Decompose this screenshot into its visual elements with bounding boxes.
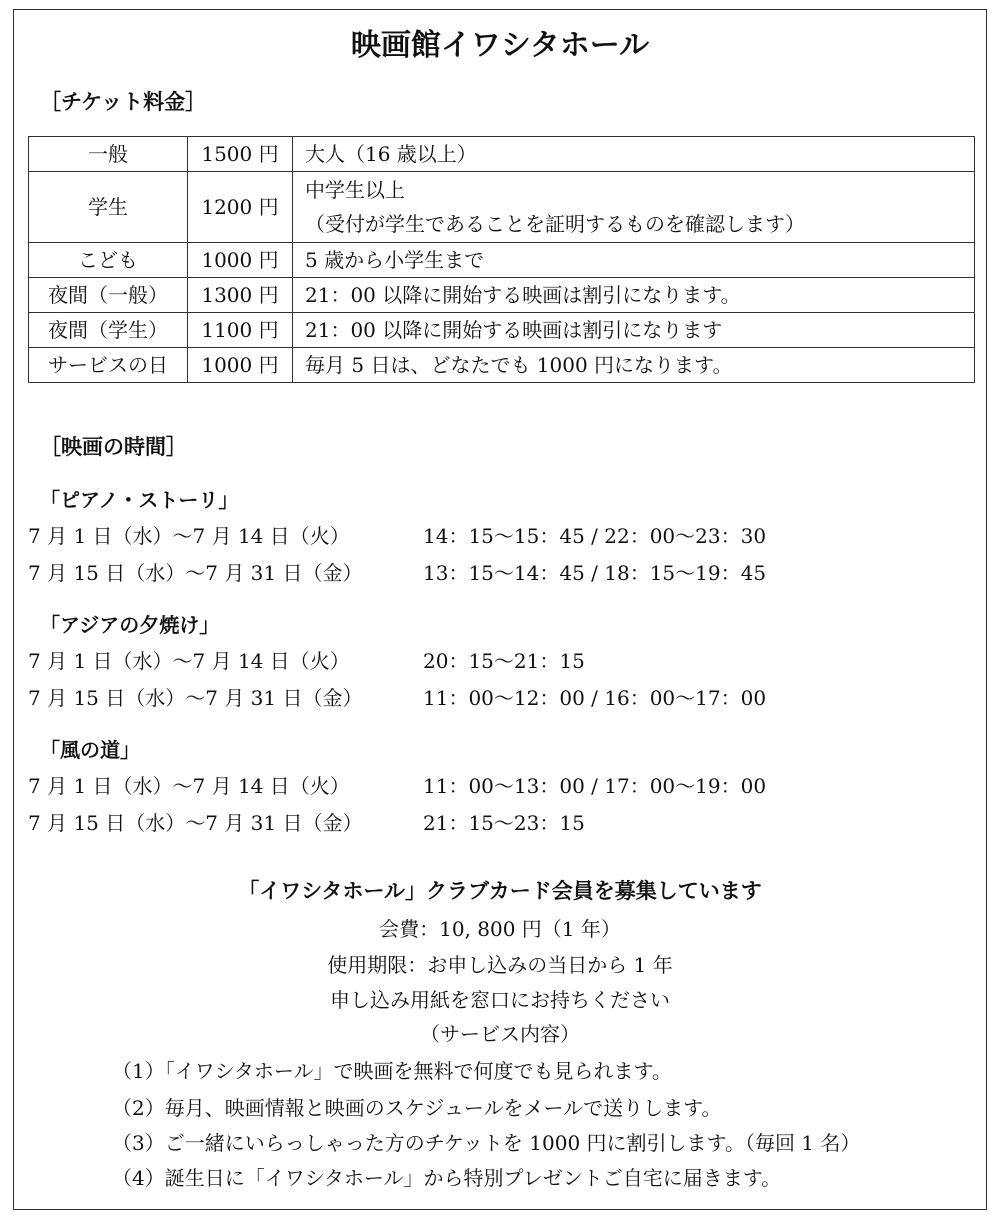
page-title: 映画館イワシタホール (350, 28, 650, 63)
schedule-times: 13：15～14：45 / 18：15～19：45 (423, 561, 767, 585)
note-cell: 5 歳から小学生まで (293, 243, 975, 278)
benefit-item: （3）ご一緒にいらっしゃった方のチケットを 1000 円に割引します。（毎回 1 名） (112, 1131, 861, 1155)
note-cell: 毎月 5 日は、どなたでも 1000 円になります。 (293, 348, 975, 383)
schedule-dates: 7 月 15 日（水）～7 月 31 日（金） (28, 561, 363, 585)
club-apply: 申し込み用紙を窓口にお持ちください (330, 988, 670, 1012)
club-fee: 会費：10, 800 円（1 年） (379, 917, 621, 941)
movie-title: 「風の道」 (40, 738, 140, 762)
movie-title: 「ピアノ・ストーリ」 (40, 488, 239, 512)
category-cell: 夜間（学生） (29, 313, 188, 348)
schedule-times: 20：15～21：15 (423, 649, 585, 673)
table-row (29, 172, 975, 243)
table-row (29, 348, 975, 383)
schedule-dates: 7 月 1 日（水）～7 月 14 日（火） (28, 774, 350, 798)
table-row (29, 313, 975, 348)
price-cell: 1500 円 (188, 137, 293, 172)
table-row (29, 137, 975, 172)
note-cell: 大人（16 歳以上） (293, 137, 975, 172)
note-cell (293, 172, 975, 243)
note-cell: 21：00 以降に開始する映画は割引になります (293, 313, 975, 348)
category-cell: 一般 (29, 137, 188, 172)
price-cell: 1000 円 (188, 243, 293, 278)
ticket-price-table (28, 136, 975, 383)
schedule-row (28, 684, 766, 712)
schedule-times: 21：15～23：15 (423, 811, 585, 835)
schedule-dates: 7 月 1 日（水）～7 月 14 日（火） (28, 649, 350, 673)
schedule-times: 14：15～15：45 / 22：00～23：30 (423, 524, 767, 548)
benefit-item: （1）「イワシタホール」で映画を無料で何度でも見られます。 (112, 1059, 672, 1083)
price-cell: 1200 円 (188, 172, 293, 243)
category-cell: 学生 (29, 172, 188, 243)
benefit-item: （2）毎月、映画情報と映画のスケジュールをメールで送りします。 (112, 1096, 722, 1120)
note-cell: 21：00 以降に開始する映画は割引になります。 (293, 278, 975, 313)
benefit-item: （4）誕生日に「イワシタホール」から特別プレゼントご自宅に届きます。 (112, 1166, 782, 1190)
schedule-section-heading: ［映画の時間］ (40, 435, 187, 459)
schedule-row (28, 772, 766, 800)
schedule-row (28, 559, 766, 587)
table-row (29, 278, 975, 313)
ticket-section-heading: ［チケット料金］ (40, 90, 207, 114)
schedule-row (28, 522, 766, 550)
schedule-row (28, 647, 585, 675)
category-cell: 夜間（一般） (29, 278, 188, 313)
schedule-dates: 7 月 15 日（水）～7 月 31 日（金） (28, 811, 363, 835)
price-cell: 1100 円 (188, 313, 293, 348)
price-cell: 1300 円 (188, 278, 293, 313)
schedule-dates: 7 月 15 日（水）～7 月 31 日（金） (28, 686, 363, 710)
note-line: （受付が学生であることを証明するものを確認します） (305, 212, 805, 236)
club-period: 使用期限：お申し込みの当日から 1 年 (327, 953, 673, 977)
schedule-row (28, 809, 585, 837)
club-heading: 「イワシタホール」クラブカード会員を募集しています (238, 879, 762, 903)
table-row (29, 243, 975, 278)
service-heading: （サービス内容） (420, 1022, 580, 1046)
price-cell: 1000 円 (188, 348, 293, 383)
movie-title: 「アジアの夕焼け」 (40, 613, 220, 637)
category-cell: サービスの日 (29, 348, 188, 383)
schedule-dates: 7 月 1 日（水）～7 月 14 日（火） (28, 524, 350, 548)
schedule-times: 11：00～12：00 / 16：00～17：00 (423, 686, 767, 710)
schedule-times: 11：00～13：00 / 17：00～19：00 (423, 774, 767, 798)
category-cell: こども (29, 243, 188, 278)
note-line: 中学生以上 (305, 178, 405, 202)
